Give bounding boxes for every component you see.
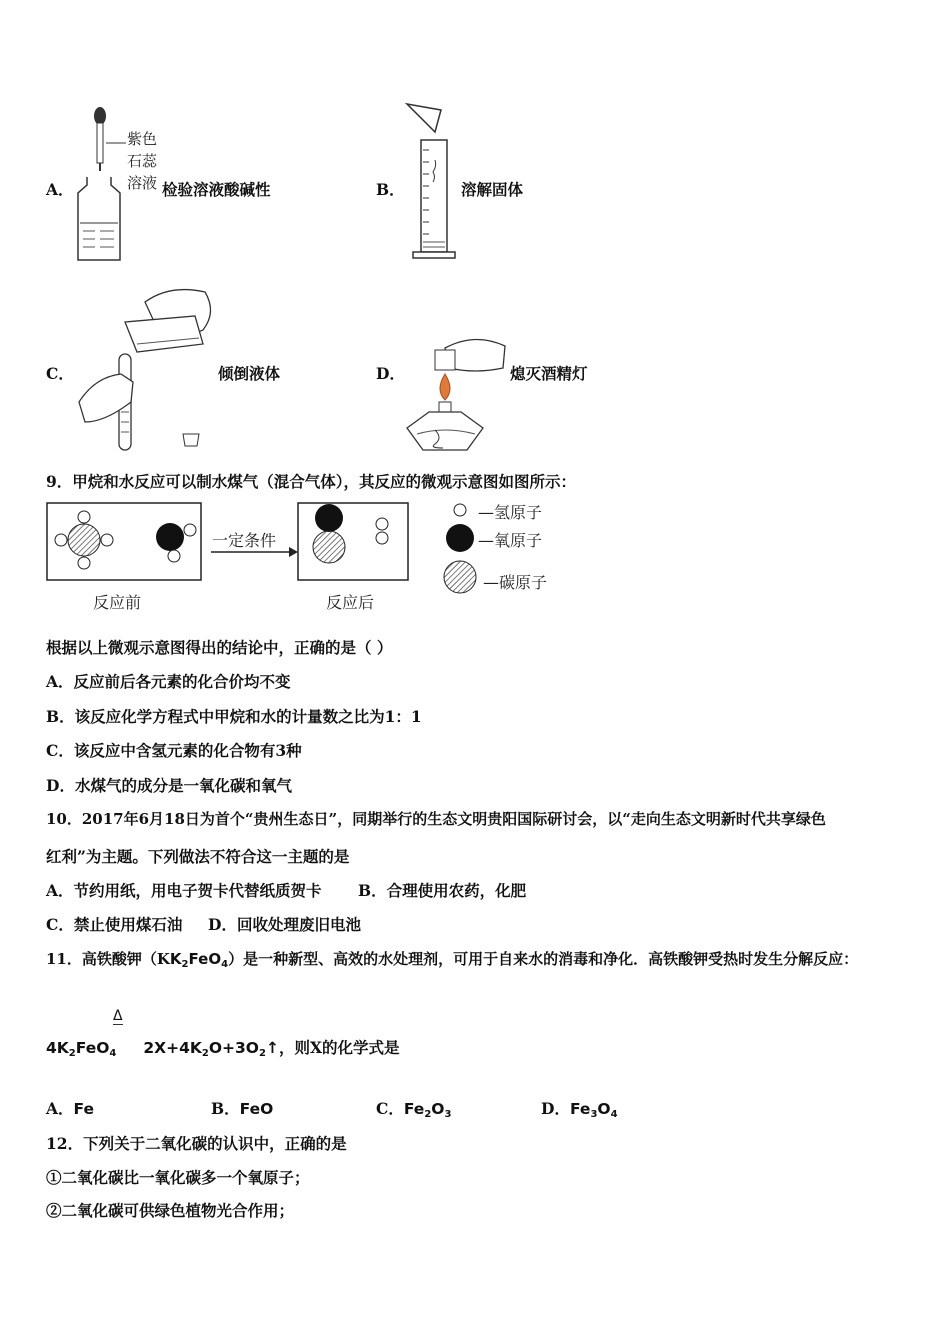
- q11-option-a: A．Fe: [46, 1099, 95, 1118]
- legend-oxygen-label: —氧原子: [478, 531, 543, 550]
- arrow-label: 一定条件: [212, 531, 277, 550]
- q8-option-a-letter: A．: [46, 180, 74, 199]
- q10-option-b: B．合理使用农药，化肥: [358, 881, 527, 900]
- carbon-atom-before: [68, 524, 100, 556]
- q11-equation: $4K_2FeO_4$ $2X+4K_2O+3O_2↑$，则X的化学式是: [46, 1038, 400, 1059]
- oxygen-atom-after: [315, 504, 343, 532]
- q8-option-c-letter: C．: [46, 364, 74, 383]
- q8-option-b-letter: B．: [376, 180, 405, 199]
- q11-option-b: B．FeO: [211, 1099, 274, 1118]
- after-label: 反应后: [326, 593, 375, 612]
- q8-option-d-letter: D．: [376, 364, 405, 383]
- q9-option-d: D．水煤气的成分是一氧化碳和氧气: [46, 776, 292, 795]
- legend-oxygen: [446, 524, 474, 552]
- q10-stem-line2: 红利”为主题。下列做法不符合这一主题的是: [46, 847, 350, 866]
- legend-carbon: [444, 561, 476, 593]
- oxygen-atom-before: [156, 523, 184, 551]
- heat-delta-symbol: Δ: [113, 1008, 123, 1024]
- carbon-atom-after: [313, 531, 345, 563]
- before-label: 反应前: [93, 593, 142, 612]
- dropper-label: 紫色 石蕊 溶液: [127, 130, 158, 192]
- q12-stem: 12．下列关于二氧化碳的认识中，正确的是: [46, 1134, 347, 1153]
- dropper-bottle-illustration: [70, 105, 130, 265]
- q9-question: 根据以上微观示意图得出的结论中，正确的是（ ）: [46, 638, 393, 657]
- q9-stem: 9．甲烷和水反应可以制水煤气（混合气体），其反应的微观示意图如图所示：: [46, 472, 577, 491]
- alcohol-lamp-illustration: [405, 330, 510, 455]
- q9-option-b: B．该反应化学方程式中甲烷和水的计量数之比为1：1: [46, 707, 422, 726]
- q9-option-c: C．该反应中含氢元素的化合物有3种: [46, 741, 302, 760]
- q8-option-a-text: 检验溶液酸碱性: [162, 180, 271, 199]
- graduated-cylinder-illustration: [405, 100, 465, 262]
- q11-stem: 11．高铁酸钾$(KK_2FeO_4)$是一种新型、高效的水处理剂，可用于自来水的消毒和净化．高铁酸钾受热时发生分解反应：: [46, 950, 859, 970]
- legend-carbon-label: —碳原子: [483, 573, 548, 592]
- q9-option-a: A．反应前后各元素的化合价均不变: [46, 672, 291, 691]
- q12-item-1: ①二氧化碳比一氧化碳多一个氧原子；: [46, 1168, 310, 1187]
- q12-item-2: ②二氧化碳可供绿色植物光合作用；: [46, 1201, 295, 1220]
- q11-option-c: C．$Fe_2O_3$: [376, 1099, 452, 1120]
- legend-hydrogen-label: —氢原子: [478, 503, 543, 522]
- q8-option-b-text: 溶解固体: [461, 180, 524, 199]
- q11-option-d: D．$Fe_3O_4$: [541, 1099, 618, 1120]
- q10-option-d: D．回收处理废旧电池: [208, 915, 361, 934]
- q8-option-d-text: 熄灭酒精灯: [510, 364, 588, 383]
- legend-hydrogen: [454, 504, 466, 516]
- q10-option-a: A．节约用纸，用电子贺卡代替纸质贺卡: [46, 881, 322, 900]
- q8-option-c-text: 倾倒液体: [218, 364, 281, 383]
- pouring-liquid-illustration: [75, 282, 225, 454]
- q10-option-c: C．禁止使用煤石油: [46, 915, 183, 934]
- q10-stem-line1: 10．2017年6月18日为首个“贵州生态日”，同期举行的生态文明贵阳国际研讨会，以“走向生态文明新时代共享绿色: [46, 810, 826, 828]
